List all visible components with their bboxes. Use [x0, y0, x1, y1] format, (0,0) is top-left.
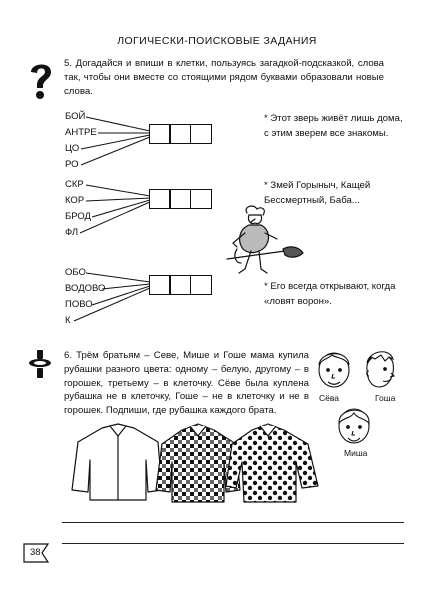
letter-box[interactable]: [169, 124, 191, 144]
page-title: ЛОГИЧЕСКИ-ПОИСКОВЫЕ ЗАДАНИЯ: [117, 35, 317, 47]
task6-instructions: 6. Трём братьям – Севе, Мише и Гоше мама купила рубашки разного цвета: одному – белую, другому – в горошек, третьему – в клеточку. Сёве была куплена рубашка не в клеточку, Гоше – не в клеточку и не в горошек. Подпиши, где рубашка каждого брата.: [64, 350, 309, 417]
boy-gosha-face: [359, 345, 399, 390]
letter-box[interactable]: [149, 124, 171, 144]
witch-on-broom-illustration: [225, 203, 305, 278]
letter-box[interactable]: [149, 189, 171, 209]
word-stem: РО: [65, 159, 79, 170]
name-label-seva: Сёва: [319, 393, 340, 403]
page-number: 38: [30, 547, 41, 558]
letter-box[interactable]: [190, 189, 212, 209]
word-stem: СКР: [65, 179, 84, 190]
answer-boxes-group1[interactable]: [150, 124, 212, 144]
exclamation-lamp-icon: [28, 350, 52, 380]
letter-box[interactable]: [190, 275, 212, 295]
riddle-hint: * Этот зверь живёт лишь дома, с этим зверем все знакомы.: [264, 113, 403, 139]
word-stem: ВОДОВО: [65, 283, 106, 294]
riddle-hint: * Змей Горыныч, Кащей Бессмертный, Баба...: [264, 180, 371, 206]
word-stem: ЦО: [65, 143, 80, 154]
letter-box[interactable]: [190, 124, 212, 144]
answer-boxes-group3[interactable]: [150, 275, 212, 295]
letter-box[interactable]: [169, 189, 191, 209]
boy-seva-face: [314, 345, 354, 390]
word-stem: АНТРЕ: [65, 127, 97, 138]
name-label-gosha: Гоша: [375, 393, 396, 403]
task5-instructions: 5. Догадайся и впиши в клетки, пользуясь загадкой-подсказкой, слова так, чтобы они вместе со стоящими рядом буквами образовали новые слова.: [64, 58, 384, 97]
word-stem: ПОВО: [65, 299, 93, 310]
word-stem: ФЛ: [65, 227, 79, 238]
word-stem: КОР: [65, 195, 85, 206]
name-label-misha: Миша: [344, 448, 368, 458]
answer-line[interactable]: [62, 543, 404, 544]
boy-misha-face: [334, 401, 374, 446]
letter-box[interactable]: [169, 275, 191, 295]
word-stem: К: [65, 315, 71, 326]
word-stem: БОЙ: [65, 111, 86, 122]
word-stem: ОБО: [65, 267, 86, 278]
answer-boxes-group2[interactable]: [150, 189, 212, 209]
letter-box[interactable]: [149, 275, 171, 295]
shirts-illustration: [62, 420, 332, 510]
answer-line[interactable]: [62, 522, 404, 523]
word-stem: БРОД: [65, 211, 91, 222]
riddle-hint: * Его всегда открывают, когда «ловят ворон».: [264, 281, 396, 307]
